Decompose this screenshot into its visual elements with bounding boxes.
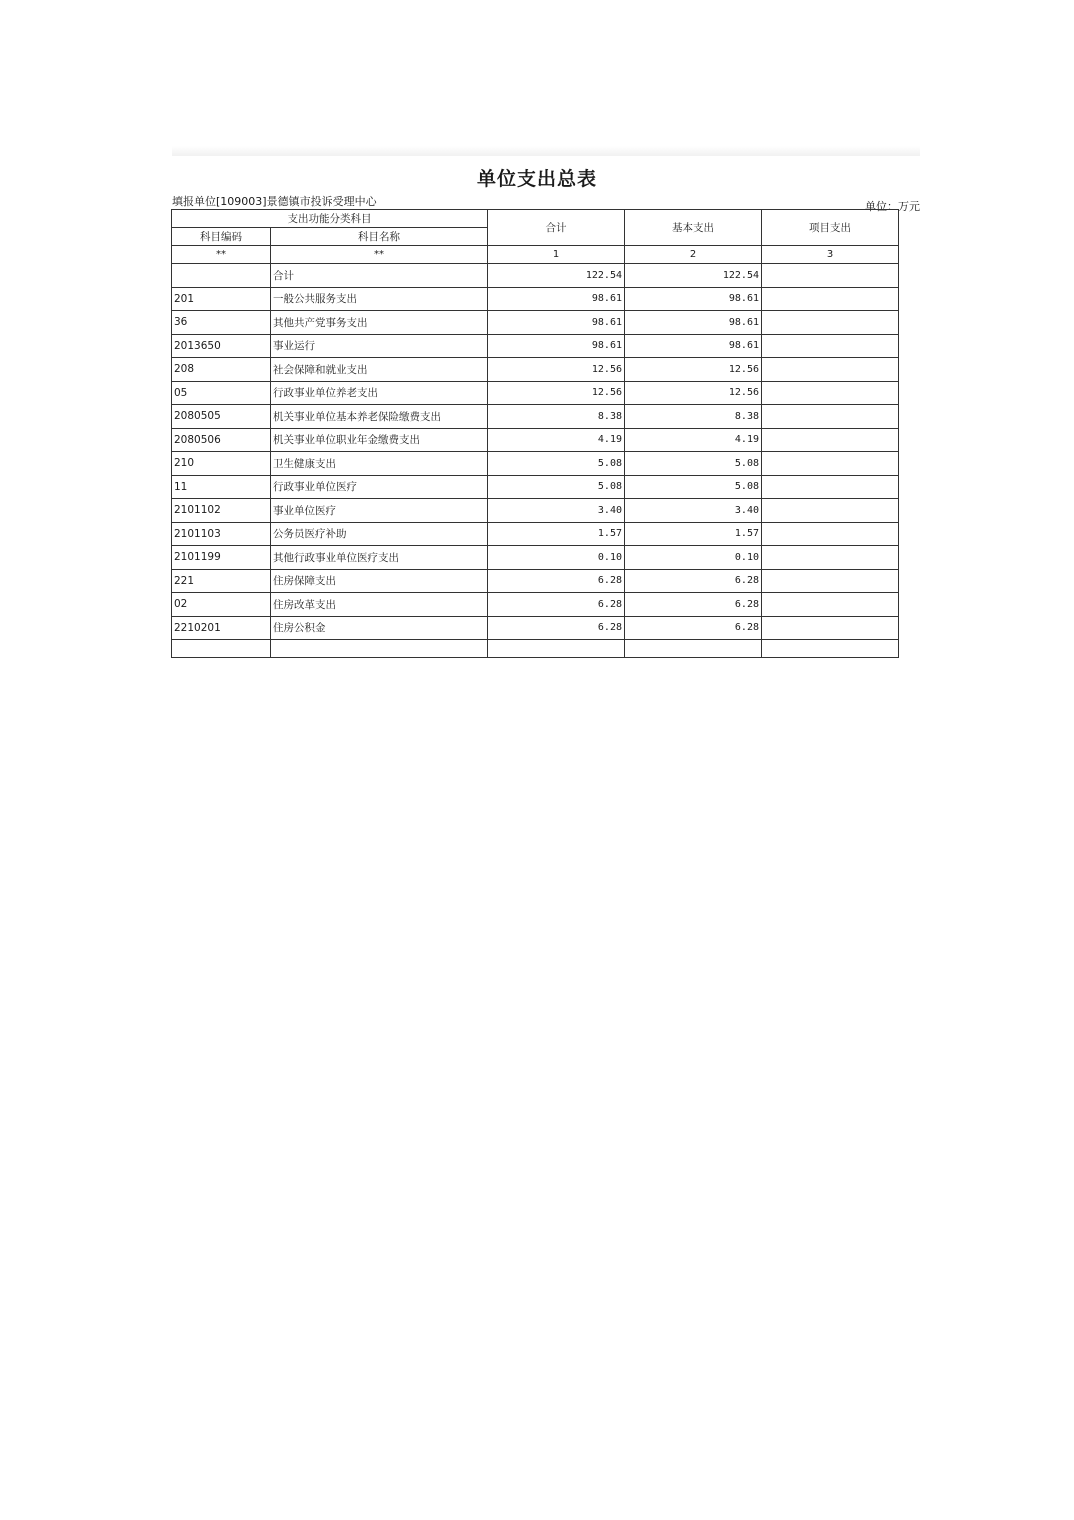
total-cell: 12.56: [488, 358, 625, 382]
project-cell: [762, 616, 899, 640]
header-row-group: [172, 210, 899, 228]
total-cell: 0.10: [488, 546, 625, 570]
subject-name-cell: 机关事业单位基本养老保险缴费支出: [271, 405, 488, 429]
basic-cell: 12.56: [625, 381, 762, 405]
subject-name-cell: 一般公共服务支出: [271, 287, 488, 311]
table-row: [172, 428, 899, 452]
subject-name-cell: 事业单位医疗: [271, 499, 488, 523]
page-title: 单位支出总表: [476, 168, 597, 190]
table-row: [172, 287, 899, 311]
table-row: [172, 358, 899, 382]
table-row: [172, 334, 899, 358]
project-cell: [762, 405, 899, 429]
subject-name-cell: 其他行政事业单位医疗支出: [271, 546, 488, 570]
project-cell: [762, 499, 899, 523]
table-row: [172, 475, 899, 499]
table-row: [172, 593, 899, 617]
marker-row: [172, 246, 899, 264]
marker-cell: 2: [625, 246, 762, 264]
subject-code-cell: 2013650: [172, 334, 271, 358]
subject-name-cell: 住房保障支出: [271, 569, 488, 593]
basic-cell: 6.28: [625, 593, 762, 617]
project-cell: [762, 311, 899, 335]
subject-code-cell: 2080505: [172, 405, 271, 429]
total-cell: 98.61: [488, 311, 625, 335]
total-cell: 6.28: [488, 569, 625, 593]
table-row: [172, 522, 899, 546]
header-group-label: 支出功能分类科目: [172, 210, 488, 228]
table-row: [172, 381, 899, 405]
marker-cell: 3: [762, 246, 899, 264]
header-project: 项目支出: [762, 210, 899, 246]
subject-name-cell: 其他共产党事务支出: [271, 311, 488, 335]
project-cell: [762, 546, 899, 570]
project-cell: [762, 593, 899, 617]
basic-cell: 98.61: [625, 287, 762, 311]
subject-name-cell: 机关事业单位职业年金缴费支出: [271, 428, 488, 452]
header-total: 合计: [488, 210, 625, 246]
expenditure-table: [171, 209, 899, 658]
total-cell: 6.28: [488, 616, 625, 640]
empty-cell: [172, 640, 271, 658]
subject-name-cell: 事业运行: [271, 334, 488, 358]
basic-cell: 122.54: [625, 264, 762, 288]
table-row: [172, 452, 899, 476]
marker-cell: **: [172, 246, 271, 264]
empty-cell: [762, 640, 899, 658]
table-row: [172, 546, 899, 570]
basic-cell: 6.28: [625, 569, 762, 593]
basic-cell: 1.57: [625, 522, 762, 546]
table-row: [172, 311, 899, 335]
empty-cell: [271, 640, 488, 658]
subject-name-cell: 住房公积金: [271, 616, 488, 640]
subject-code-cell: 210: [172, 452, 271, 476]
subject-name-cell: 合计: [271, 264, 488, 288]
subject-name-cell: 住房改革支出: [271, 593, 488, 617]
basic-cell: 12.56: [625, 358, 762, 382]
subject-code-cell: 2210201: [172, 616, 271, 640]
total-cell: 1.57: [488, 522, 625, 546]
subject-name-cell: 行政事业单位医疗: [271, 475, 488, 499]
subject-code-cell: 2101102: [172, 499, 271, 523]
subject-code-cell: [172, 264, 271, 288]
subject-code-cell: 208: [172, 358, 271, 382]
project-cell: [762, 428, 899, 452]
basic-cell: 0.10: [625, 546, 762, 570]
total-cell: 4.19: [488, 428, 625, 452]
table-row: [172, 499, 899, 523]
empty-row: [172, 640, 899, 658]
empty-cell: [488, 640, 625, 658]
header-basic: 基本支出: [625, 210, 762, 246]
project-cell: [762, 381, 899, 405]
basic-cell: 8.38: [625, 405, 762, 429]
subject-name-cell: 卫生健康支出: [271, 452, 488, 476]
total-cell: 6.28: [488, 593, 625, 617]
subject-code-cell: 2080506: [172, 428, 271, 452]
total-cell: 8.38: [488, 405, 625, 429]
subject-code-cell: 05: [172, 381, 271, 405]
table-row: [172, 264, 899, 288]
empty-cell: [625, 640, 762, 658]
subject-code-cell: 11: [172, 475, 271, 499]
total-cell: 98.61: [488, 334, 625, 358]
subject-code-cell: 2101199: [172, 546, 271, 570]
marker-cell: 1: [488, 246, 625, 264]
project-cell: [762, 569, 899, 593]
project-cell: [762, 358, 899, 382]
header-code: 科目编码: [172, 228, 271, 246]
total-cell: 5.08: [488, 475, 625, 499]
basic-cell: 3.40: [625, 499, 762, 523]
subject-name-cell: 行政事业单位养老支出: [271, 381, 488, 405]
total-cell: 98.61: [488, 287, 625, 311]
marker-cell: **: [271, 246, 488, 264]
table-row: [172, 616, 899, 640]
project-cell: [762, 287, 899, 311]
project-cell: [762, 452, 899, 476]
project-cell: [762, 475, 899, 499]
basic-cell: 5.08: [625, 475, 762, 499]
unit-label: 单位：万元: [865, 200, 920, 213]
table-row: [172, 569, 899, 593]
header-name: 科目名称: [271, 228, 488, 246]
subject-name-cell: 社会保障和就业支出: [271, 358, 488, 382]
total-cell: 3.40: [488, 499, 625, 523]
subject-code-cell: 36: [172, 311, 271, 335]
total-cell: 5.08: [488, 452, 625, 476]
project-cell: [762, 264, 899, 288]
total-cell: 122.54: [488, 264, 625, 288]
basic-cell: 98.61: [625, 311, 762, 335]
basic-cell: 6.28: [625, 616, 762, 640]
filing-unit: 填报单位[109003]景德镇市投诉受理中心: [172, 195, 377, 208]
subject-name-cell: 公务员医疗补助: [271, 522, 488, 546]
basic-cell: 98.61: [625, 334, 762, 358]
basic-cell: 4.19: [625, 428, 762, 452]
subject-code-cell: 02: [172, 593, 271, 617]
basic-cell: 5.08: [625, 452, 762, 476]
subject-code-cell: 2101103: [172, 522, 271, 546]
subject-code-cell: 221: [172, 569, 271, 593]
project-cell: [762, 522, 899, 546]
table-row: [172, 405, 899, 429]
top-rule: [172, 146, 920, 156]
project-cell: [762, 334, 899, 358]
total-cell: 12.56: [488, 381, 625, 405]
subject-code-cell: 201: [172, 287, 271, 311]
